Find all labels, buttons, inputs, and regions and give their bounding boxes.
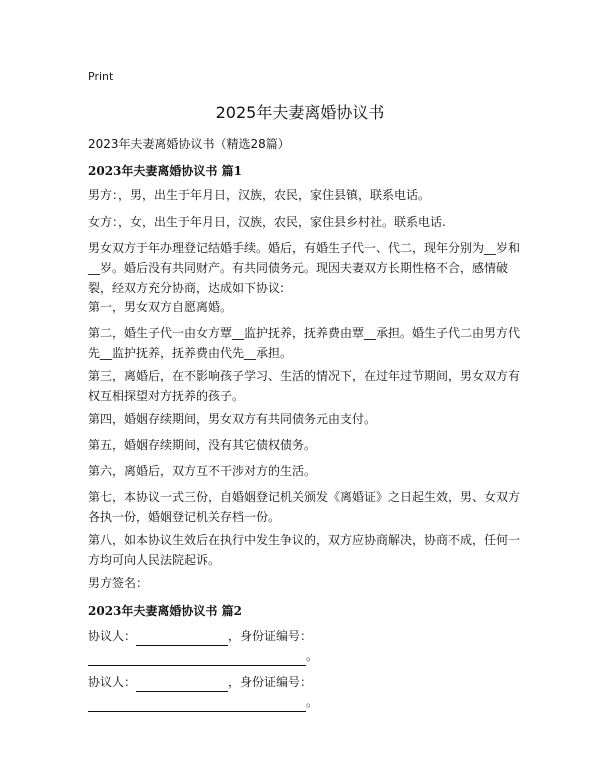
name-blank[interactable] [136,630,228,646]
form-row-2 [88,672,520,692]
paragraph-female-party: 女方：，女，出生于年月日，汉族，农民，家住县乡村社。联系电话. [88,215,446,229]
paragraph-clause-8: 第八，如本协议生效后在执行中发生争议的，双方应协商解决，协商不成，任何一方均可向人民法院起诉。 [88,533,521,567]
form-row-1 [88,626,520,646]
paragraph-clause-1: 第一，男女双方自愿离婚。 [88,300,233,314]
id-number-blank[interactable] [88,696,306,712]
document-subtitle: 2023年夫妻离婚协议书（精选28篇） [88,137,290,151]
document-title: 2025年夫妻离婚协议书 [215,103,385,122]
paragraph-clause-5: 第五，婚姻存续期间，没有其它债权债务。 [88,438,317,452]
paragraph-clause-6: 第六，离婚后，双方互不干涉对方的生活。 [88,464,317,478]
form-end-mark: 。 [306,649,319,663]
section-heading-2: 2023年夫妻离婚协议书 篇2 [88,604,242,618]
paragraph-male-signature: 男方签名： [88,576,149,590]
print-label[interactable]: Print [88,70,114,83]
paragraph-clause-3: 第三，离婚后，在不影响孩子学习、生活的情况下，在过年过节期间，男女双方有权互相探望对方抚养的孩子。 [88,369,521,403]
section-heading-1: 2023年夫妻离婚协议书 篇1 [88,164,242,178]
paragraph-clause-2: 第二，婚生子代一由女方覃__监护抚养，抚养费由覃__承担。婚生子代二由男方代先__监护抚养，抚养费由代先__承担。 [88,326,521,360]
paragraph-clause-4: 第四，婚姻存续期间，男女双方有共同债务元由支付。 [88,412,377,426]
form-id-label: ，身份证编号： [228,629,313,643]
form-row-1-line2 [88,646,520,666]
paragraph-male-party: 男方：，男，出生于年月日，汉族，农民，家住县镇，联系电话。 [88,188,431,202]
form-id-label: ，身份证编号： [228,675,313,689]
form-end-mark: 。 [306,695,319,709]
name-blank[interactable] [136,676,228,692]
form-row-2-line2 [88,692,520,712]
paragraph-clause-7: 第七，本协议一式三份，自婚姻登记机关颁发《离婚证》之日起生效，男、女双方各执一份，婚姻登记机关存档一份。 [88,490,521,524]
id-number-blank[interactable] [88,650,306,666]
form-label: 协议人： [88,675,137,689]
form-label: 协议人： [88,629,137,643]
paragraph-background: 男女双方于年办理登记结婚手续。婚后，有婚生子代一、代二，现年分别为__岁和__岁。婚后没有共同财产。有共同债务元。现因夫妻双方长期性格不合，感情破裂，经双方充分协商，达成如下协议: [88,241,521,295]
